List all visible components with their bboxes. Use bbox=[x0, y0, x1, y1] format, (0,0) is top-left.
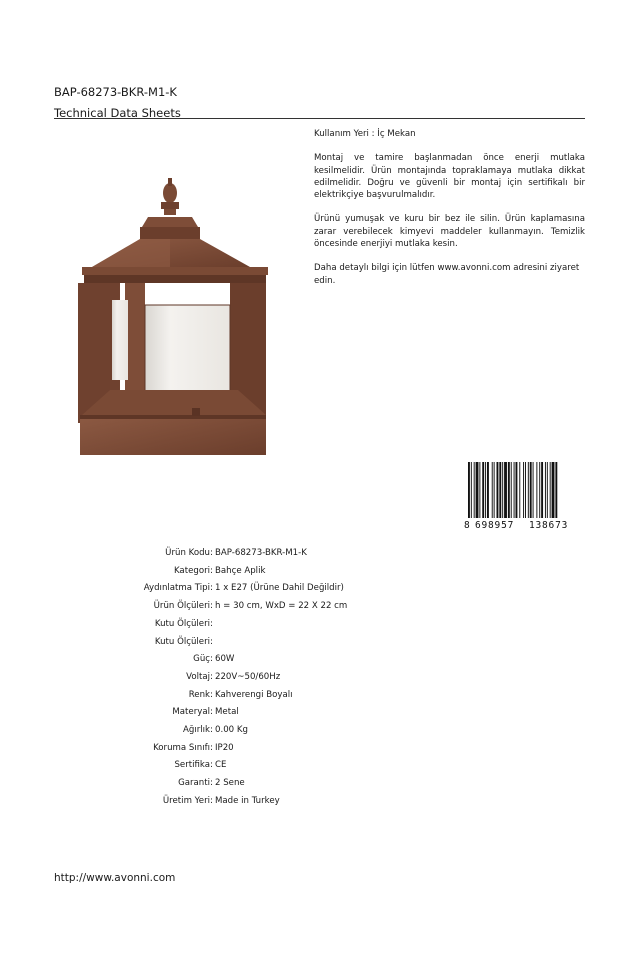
spec-label: Kategori bbox=[173, 565, 210, 576]
spec-separator: : bbox=[210, 601, 213, 612]
spec-label: Garanti bbox=[178, 778, 210, 789]
spec-separator: : bbox=[210, 742, 213, 753]
spec-row bbox=[0, 564, 640, 578]
spec-row bbox=[0, 705, 640, 719]
spec-value: Metal bbox=[215, 707, 239, 718]
spec-separator: : bbox=[210, 565, 213, 576]
spec-row bbox=[0, 670, 640, 684]
spec-row bbox=[0, 723, 640, 737]
barcode-bar bbox=[479, 462, 480, 518]
barcode-bar bbox=[525, 462, 526, 518]
spec-label: Üretim Yeri bbox=[162, 795, 210, 806]
spec-value: Made in Turkey bbox=[215, 795, 280, 806]
barcode-bar bbox=[468, 462, 470, 518]
spec-value: CE bbox=[215, 760, 227, 771]
spec-separator: : bbox=[210, 583, 213, 594]
barcode-bar bbox=[539, 462, 540, 518]
barcode-bar bbox=[499, 462, 501, 518]
barcode-bar bbox=[516, 462, 518, 518]
spec-separator: : bbox=[210, 654, 213, 665]
barcode bbox=[466, 462, 584, 532]
barcode-bar bbox=[511, 462, 512, 518]
info-note: Daha detaylı bilgi için lütfen www.avonni.com adresini ziyaret edin. bbox=[314, 263, 580, 286]
barcode-bar bbox=[523, 462, 524, 518]
spec-separator: : bbox=[210, 548, 213, 558]
website-url[interactable]: http://www.avonni.com bbox=[54, 872, 176, 884]
barcode-bar bbox=[502, 462, 503, 518]
mounting-note: Montaj ve tamire başlanmadan önce enerji mutlaka kesilmelidir. Ürün montajında topraklamaya mutlaka dikkat edilmelidir. Doğru ve güvenli bir montaj için sertifikalı bir elektrikçiye başvurulmalıdır. bbox=[314, 153, 585, 201]
product-code-title: BAP-68273-BKR-M1-K bbox=[54, 85, 177, 99]
barcode-bar bbox=[487, 462, 489, 518]
spec-value: BAP-68273-BKR-M1-K bbox=[215, 548, 307, 558]
spec-separator: : bbox=[210, 725, 213, 735]
document-subtitle: Technical Data Sheets bbox=[54, 106, 181, 120]
barcode-bar bbox=[514, 462, 515, 518]
barcode-bar bbox=[550, 462, 551, 518]
spec-separator: : bbox=[210, 636, 213, 647]
barcode-bar bbox=[471, 462, 472, 518]
barcode-bar bbox=[508, 462, 510, 518]
spec-separator: : bbox=[210, 795, 213, 806]
spec-row bbox=[0, 581, 640, 595]
spec-label: Renk bbox=[188, 689, 210, 700]
usage-note: Kullanım Yeri : İç Mekan bbox=[314, 129, 416, 139]
spec-label: Materyal bbox=[172, 707, 210, 718]
barcode-bar bbox=[545, 462, 546, 518]
barcode-bar bbox=[541, 462, 543, 518]
spec-separator: : bbox=[210, 689, 213, 700]
spec-label: Ürün Ölçüleri bbox=[153, 601, 210, 612]
document-header bbox=[54, 84, 584, 121]
spec-label: Ürün Kodu bbox=[165, 548, 210, 558]
barcode-bar bbox=[536, 462, 537, 518]
spec-row bbox=[0, 599, 640, 613]
notes-section bbox=[314, 128, 585, 299]
garden-lamp-image bbox=[70, 175, 280, 460]
barcode-bar bbox=[494, 462, 495, 518]
cleaning-note: Ürünü yumuşak ve kuru bir bez ile silin. Ürün kaplamasına zarar verebilecek kimyevi maddeler kullanmayın. Temizlik öncesinde enerjiyi mutlaka kesin. bbox=[314, 214, 585, 250]
spec-label: Sertifika bbox=[174, 760, 210, 771]
spec-row bbox=[0, 758, 640, 772]
spec-label: Koruma Sınıfı bbox=[153, 742, 210, 753]
spec-separator: : bbox=[210, 760, 213, 771]
barcode-digits-right: 138673 bbox=[529, 520, 569, 531]
barcode-digits-left: 698957 bbox=[475, 520, 515, 531]
spec-label: Güç bbox=[193, 654, 210, 665]
spec-value: h = 30 cm, WxD = 22 X 22 cm bbox=[215, 601, 348, 612]
barcode-bar bbox=[476, 462, 479, 518]
barcode-bar bbox=[485, 462, 486, 518]
spec-row bbox=[0, 688, 640, 702]
spec-row bbox=[0, 546, 640, 560]
spec-row bbox=[0, 617, 640, 631]
spec-value: Bahçe Aplik bbox=[215, 565, 266, 576]
barcode-bar bbox=[555, 462, 557, 518]
spec-row bbox=[0, 741, 640, 755]
barcode-bar bbox=[547, 462, 548, 518]
spec-label: Kutu Ölçüleri bbox=[154, 618, 210, 629]
barcode-bar bbox=[530, 462, 532, 518]
spec-label: Aydınlatma Tipi bbox=[143, 583, 210, 594]
spec-row bbox=[0, 794, 640, 808]
spec-row bbox=[0, 652, 640, 666]
spec-value: 2 Sene bbox=[215, 778, 245, 789]
spec-separator: : bbox=[210, 671, 213, 682]
barcode-bar bbox=[552, 462, 555, 518]
barcode-bar bbox=[504, 462, 507, 518]
spec-label: Ağırlık bbox=[182, 725, 210, 735]
spec-label: Kutu Ölçüleri bbox=[154, 636, 210, 647]
spec-value: 0.00 Kg bbox=[215, 725, 248, 735]
spec-separator: : bbox=[210, 618, 213, 629]
spec-value: Kahverengi Boyalı bbox=[215, 689, 293, 700]
spec-value: 60W bbox=[215, 654, 235, 665]
spec-label: Voltaj bbox=[186, 671, 210, 682]
spec-row bbox=[0, 776, 640, 790]
barcode-bar bbox=[482, 462, 484, 518]
spec-row bbox=[0, 635, 640, 649]
barcode-digit-first: 8 bbox=[464, 520, 470, 531]
spec-separator: : bbox=[210, 778, 213, 789]
barcode-bar bbox=[497, 462, 499, 518]
barcode-bar bbox=[533, 462, 534, 518]
barcode-bar bbox=[474, 462, 475, 518]
spec-value: 220V~50/60Hz bbox=[215, 671, 281, 682]
spec-separator: : bbox=[210, 707, 213, 718]
barcode-bar bbox=[519, 462, 520, 518]
barcode-bar bbox=[492, 462, 493, 518]
spec-value: IP20 bbox=[215, 742, 234, 753]
header-divider bbox=[54, 118, 585, 119]
spec-value: 1 x E27 (Ürüne Dahil Değildir) bbox=[215, 583, 344, 594]
barcode-bar bbox=[528, 462, 529, 518]
